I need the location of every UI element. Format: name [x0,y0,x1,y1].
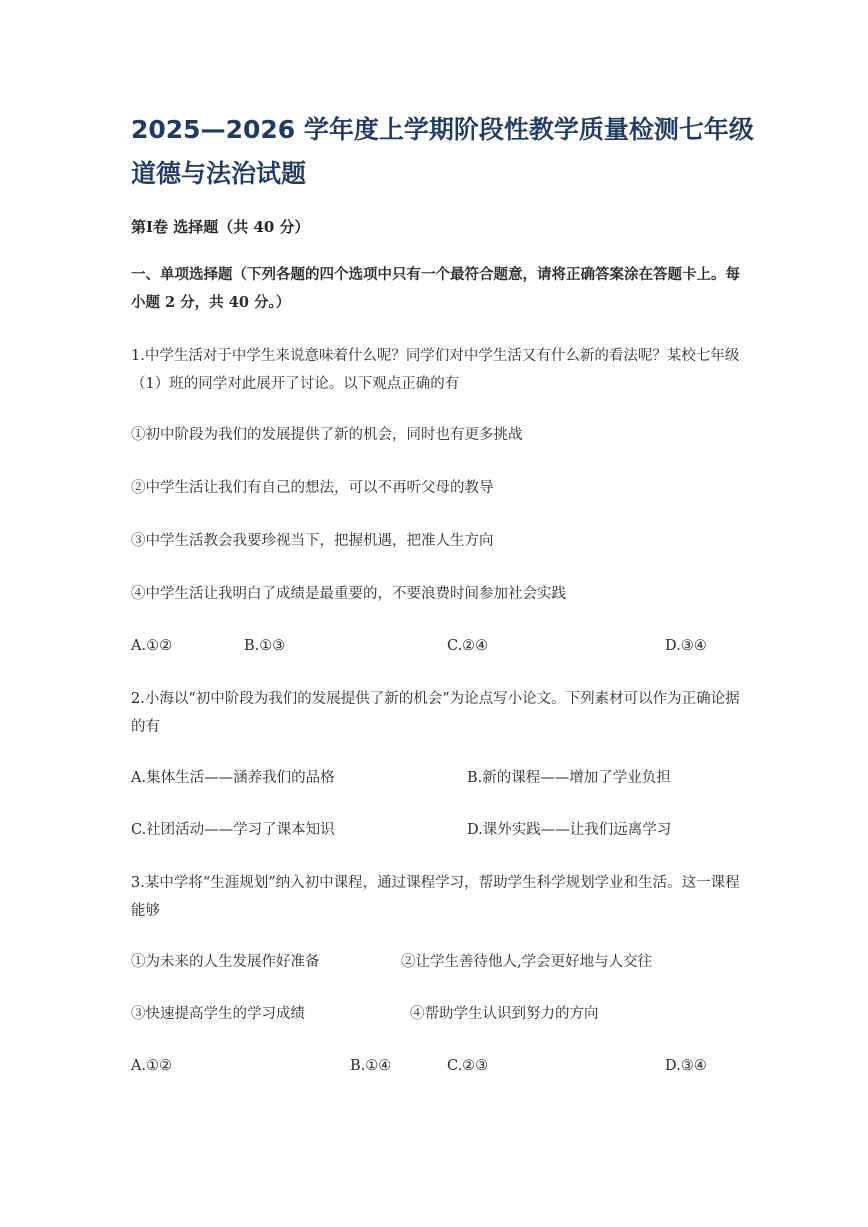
question-3-option-b: B.①④ [350,1058,392,1074]
document-title: 2025—2026 学年度上学期阶段性教学质量检测七年级道德与法治试题 [131,115,754,188]
question-1-statement-2: ②中学生活让我们有自己的想法，可以不再听父母的教导 [131,480,494,496]
question-2-option-d: D.课外实践——让我们远离学习 [467,822,672,838]
question-3-option-c: C.②③ [447,1058,489,1074]
part-heading: 第Ⅰ卷 选择题（共 40 分） [131,218,310,236]
question-1-stem: 1.中学生活对于中学生来说意味着什么呢？同学们对中学生活又有什么新的看法呢？某校七年级（1）班的同学对此展开了讨论。以下观点正确的有 [131,348,740,392]
question-1-option-a: A.①② [131,638,173,654]
question-1-statement-3: ③中学生活教会我要珍视当下，把握机遇，把准人生方向 [131,533,494,549]
question-1-option-d: D.③④ [665,638,707,654]
question-1-statement-4: ④中学生活让我明白了成绩是最重要的，不要浪费时间参加社会实践 [131,586,566,602]
question-3-option-a: A.①② [131,1058,173,1074]
question-3-statement-2: ②让学生善待他人,学会更好地与人交往 [401,954,653,970]
question-3-statement-4: ④帮助学生认识到努力的方向 [410,1006,599,1022]
question-2-option-a: A.集体生活——涵养我们的品格 [131,770,335,786]
section-instructions: 一、单项选择题（下列各题的四个选项中只有一个最符合题意，请将正确答案涂在答题卡上。每小题 2 分，共 40 分。） [131,266,740,311]
question-1-option-c: C.②④ [447,638,489,654]
question-3-statement-1: ①为未来的人生发展作好准备 [131,954,320,970]
question-3-stem: 3.某中学将“生涯规划”纳入初中课程，通过课程学习，帮助学生科学规划学业和生活。这一课程能够 [131,875,740,919]
question-1-statement-1: ①初中阶段为我们的发展提供了新的机会，同时也有更多挑战 [131,427,523,443]
question-3-option-d: D.③④ [665,1058,707,1074]
question-3-statement-3: ③快速提高学生的学习成绩 [131,1006,305,1022]
question-2-option-c: C.社团活动——学习了课本知识 [131,822,335,838]
question-2-option-b: B.新的课程——增加了学业负担 [467,770,671,786]
question-2-stem: 2.小海以“初中阶段为我们的发展提供了新的机会”为论点写小论文。下列素材可以作为正确论据的有 [131,691,740,735]
question-1-option-b: B.①③ [244,638,286,654]
